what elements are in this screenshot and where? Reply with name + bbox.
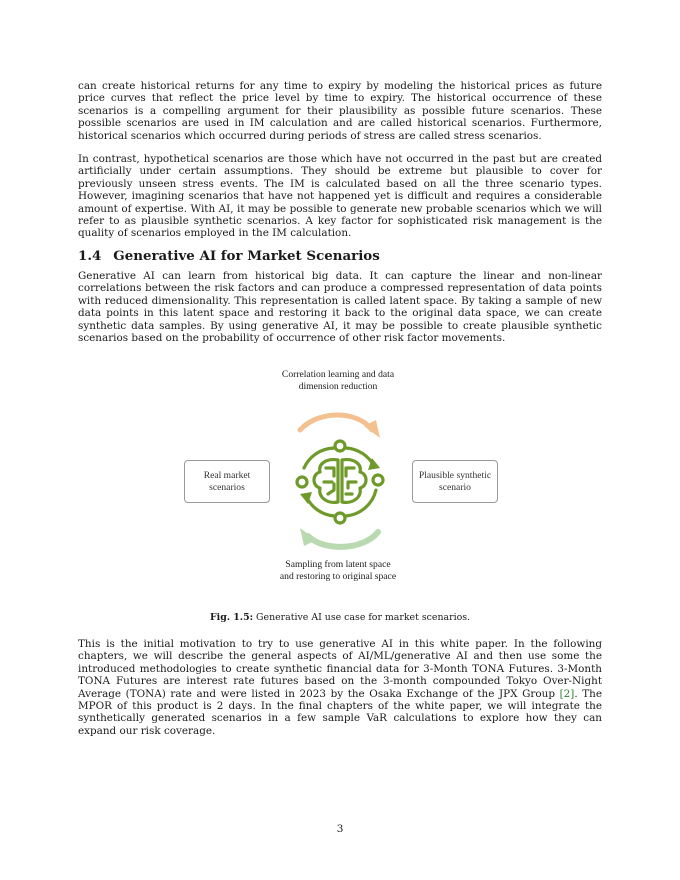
figure-caption-label: Fig. 1.5: (209, 612, 254, 623)
ai-brain-circuit-icon (297, 441, 383, 523)
figure-top-label: Correlation learning and data dimension reduction (281, 369, 395, 392)
figure-caption-text: Generative AI use case for market scenarios. (256, 612, 471, 623)
paragraph-text-part: . The MPOR of this product is 2 days. In the final chapters of the white paper, we will integrate the synthetically generated scenarios in a few sample VaR calculations to explore how they can expand our risk coverage. (78, 687, 602, 737)
box-label: Plausible synthetic scenario (418, 470, 492, 493)
generative-ai-cycle-diagram (280, 404, 400, 556)
citation-link[interactable]: [2] (559, 687, 575, 700)
paragraph-text: Generative AI can learn from historical big data. It can capture the linear and non-linear correlations between the risk factors and can produce a compressed representation of data points with reduced dimensionality. This representation is called latent space. By taking a sample of new data points in this latent space and restoring it back to the original data space, we can create synthetic data samples. By using generative AI, it may be possible to create plausible synthetic scenarios based on the probability of occurrence of other risk factor movements. (78, 270, 602, 345)
box-label: Real market scenarios (203, 470, 251, 493)
paragraph-hypothetical-scenarios (78, 153, 602, 240)
bottom-curved-arrow-icon (300, 528, 378, 547)
plausible-synthetic-scenario-box (412, 460, 498, 503)
paragraph-historical-scenarios (78, 80, 602, 142)
section-title: Generative AI for Market Scenarios (113, 248, 380, 264)
paragraph-text (78, 638, 602, 737)
paragraph-text: In contrast, hypothetical scenarios are those which have not occurred in the past but are created artificially under certain assumptions. They should be extreme but plausible to cover for previously unseen stress events. The IM is calculated based on all the three scenario types. However, imagining scenarios that have not happened yet is difficult and requires a considerable amount of expertise. With AI, it may be possible to generate new probable scenarios which we will refer to as plausible synthetic scenarios. A key factor for sophisticated risk management is the quality of scenarios employed in the IM calculation. (78, 153, 602, 240)
paragraph-text: can create historical returns for any time to expiry by modeling the historical prices as future price curves that reflect the price level by time to expiry. The historical occurrence of these scenarios is a compelling argument for their plausibility as possible future scenarios. These possible scenarios are used in IM calculation and are called historical scenarios. Furthermore, historical scenarios which occurred during periods of stress are called stress scenarios. (78, 80, 602, 142)
page-number: 3 (336, 823, 344, 835)
section-heading (78, 248, 602, 264)
section-number: 1.4 (78, 248, 102, 264)
paragraph-text-part: This is the initial motivation to try to use generative AI in this white paper. In the following chapters, we will describe the general aspects of AI/ML/generative AI and then use some the introduced methodologies to create synthetic financial data for 3-Month TONA Futures. 3-Month TONA Futures are interest rate futures based on the 3-month compounded Tokyo Over-Night Average (TONA) rate and were listed in 2023 by the Osaka Exchange of the JPX Group (78, 638, 602, 700)
figure-caption (78, 612, 602, 623)
figure-bottom-label: Sampling from latent space and restoring to original space (279, 559, 397, 582)
paragraph-generative-ai (78, 270, 602, 344)
real-market-scenarios-box (184, 460, 270, 503)
paragraph-motivation (78, 638, 602, 737)
top-curved-arrow-icon (300, 415, 380, 438)
